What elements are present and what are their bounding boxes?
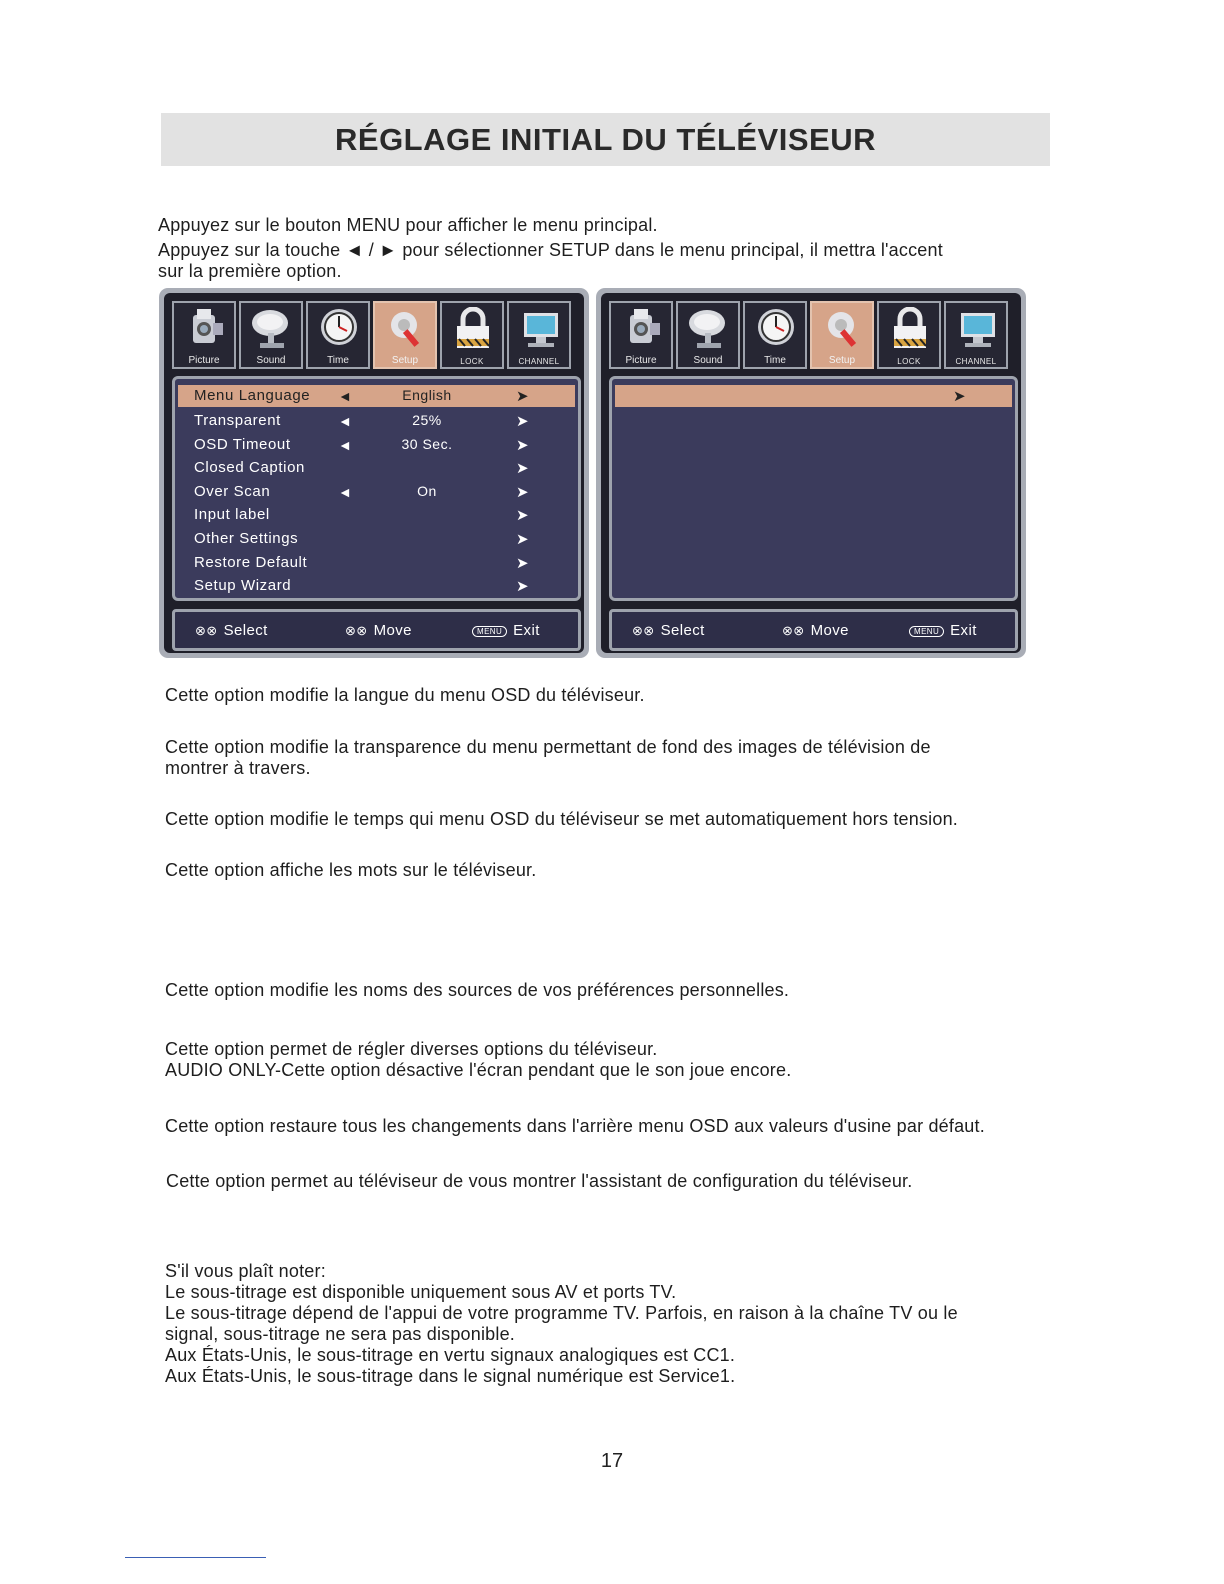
menu-tab-label: CHANNEL <box>518 357 560 366</box>
up-down-icon: ⊗⊗ <box>195 623 218 638</box>
left-arrow-icon[interactable]: ◄ <box>338 413 352 429</box>
right-arrow-icon[interactable]: ➤ <box>516 413 529 430</box>
menu-item-value: 30 Sec. <box>401 436 453 452</box>
menu-item-other-settings[interactable] <box>178 528 575 550</box>
menu-item-transparent[interactable] <box>178 410 575 432</box>
lock-icon <box>451 307 497 351</box>
right-arrow-icon[interactable]: ➤ <box>516 460 529 477</box>
menu-key-icon: MENU <box>909 626 944 637</box>
description-restore-default: Cette option restaure tous les changements dans l'arrière menu OSD aux valeurs d'usine par défaut. <box>165 1116 985 1136</box>
menu-tab-sound[interactable] <box>676 301 740 369</box>
menu-item-value: English <box>402 387 452 403</box>
menu-item-over-scan[interactable] <box>178 481 575 503</box>
tv-menu-screenshot-setup <box>159 288 589 658</box>
setup-menu-list <box>172 376 581 601</box>
menu-tab-label: LOCK <box>897 357 921 366</box>
footer-exit-label: Exit <box>950 622 977 639</box>
menu-tab-lock[interactable] <box>877 301 941 369</box>
menu-item-label: Restore Default <box>194 554 308 571</box>
right-arrow-icon[interactable]: ➤ <box>516 555 529 572</box>
description-osd-timeout: Cette option modifie le temps qui menu OSD du téléviseur se met automatiquement hors tension. <box>165 809 959 829</box>
wrench-icon <box>821 307 867 351</box>
menu-tab-label: Sound <box>256 355 286 366</box>
description-input-label: Cette option modifie les noms des sources de vos préférences personnelles. <box>165 980 790 1000</box>
footer-select-label: Select <box>660 622 705 639</box>
left-arrow-icon[interactable]: ◄ <box>338 484 352 500</box>
description-transparent: Cette option modifie la transparence du menu permettant de fond des images de télévision de montrer à travers. <box>165 737 931 778</box>
footer-exit <box>472 622 540 639</box>
menu-tab-setup[interactable] <box>373 301 437 369</box>
menu-item-label: Other Settings <box>194 530 299 547</box>
clock-icon <box>317 307 363 351</box>
intro-line-2: Appuyez sur la touche ◄ / ► pour sélectionner SETUP dans le menu principal, il mettra l'accent sur la première option. <box>158 240 943 281</box>
footer-exit <box>909 622 977 639</box>
footer-select <box>195 622 268 639</box>
footer-rule <box>125 1557 266 1558</box>
menu-tab-label: Time <box>327 355 349 366</box>
menu-key-icon: MENU <box>472 626 507 637</box>
footer-move-label: Move <box>373 622 412 639</box>
menu-item-label: OSD Timeout <box>194 436 291 453</box>
menu-item-label: Over Scan <box>194 483 271 500</box>
menu-item-input-label[interactable] <box>178 504 575 526</box>
menu-item-closed-caption[interactable] <box>178 457 575 479</box>
menu-item-menu-language[interactable] <box>178 385 575 407</box>
page-title: RÉGLAGE INITIAL DU TÉLÉVISEUR <box>335 121 876 157</box>
clock-icon <box>754 307 800 351</box>
satellite-dish-icon <box>687 307 733 351</box>
menu-footer <box>172 609 581 651</box>
menu-tab-label: LOCK <box>460 357 484 366</box>
description-other-settings: Cette option permet de régler diverses options du téléviseur. AUDIO ONLY-Cette option désactive l'écran pendant que le son joue encore. <box>165 1039 792 1080</box>
menu-item-restore-default[interactable] <box>178 552 575 574</box>
submenu-item-highlighted[interactable] <box>615 385 1012 407</box>
footer-select-label: Select <box>223 622 268 639</box>
right-arrow-icon[interactable]: ➤ <box>953 388 966 405</box>
menu-tab-channel[interactable] <box>944 301 1008 369</box>
lock-icon <box>888 307 934 351</box>
right-arrow-icon[interactable]: ➤ <box>516 578 529 595</box>
wrench-icon <box>384 307 430 351</box>
footer-exit-label: Exit <box>513 622 540 639</box>
menu-tab-lock[interactable] <box>440 301 504 369</box>
right-arrow-icon[interactable]: ➤ <box>516 507 529 524</box>
page-title-bar <box>161 113 1050 166</box>
footer-move-label: Move <box>810 622 849 639</box>
footer-select <box>632 622 705 639</box>
left-right-icon: ⊗⊗ <box>345 623 368 638</box>
description-menu-language: Cette option modifie la langue du menu OSD du téléviseur. <box>165 685 645 705</box>
menu-tab-label: CHANNEL <box>955 357 997 366</box>
menu-tab-picture[interactable] <box>172 301 236 369</box>
menu-item-label: Setup Wizard <box>194 577 292 594</box>
menu-icon-bar <box>172 301 571 371</box>
up-down-icon: ⊗⊗ <box>632 623 655 638</box>
menu-tab-time[interactable] <box>743 301 807 369</box>
menu-item-label: Menu Language <box>194 387 311 404</box>
menu-tab-label: Sound <box>693 355 723 366</box>
right-arrow-icon[interactable]: ➤ <box>516 437 529 454</box>
menu-item-label: Input label <box>194 506 270 523</box>
menu-icon-bar <box>609 301 1008 371</box>
menu-tab-time[interactable] <box>306 301 370 369</box>
right-arrow-icon[interactable]: ➤ <box>516 531 529 548</box>
menu-item-label: Closed Caption <box>194 459 305 476</box>
left-arrow-icon[interactable]: ◄ <box>338 437 352 453</box>
menu-tab-label: Setup <box>828 355 856 366</box>
footer-move <box>345 622 412 639</box>
menu-tab-label: Picture <box>188 355 220 366</box>
intro-line-1: Appuyez sur le bouton MENU pour afficher le menu principal. <box>158 215 658 235</box>
menu-item-value: 25% <box>412 412 442 428</box>
menu-item-setup-wizard[interactable] <box>178 575 575 597</box>
tv-screen <box>164 293 584 653</box>
tv-screen <box>601 293 1021 653</box>
menu-item-value: On <box>417 483 437 499</box>
description-closed-caption: Cette option affiche les mots sur le téléviseur. <box>165 860 537 880</box>
left-arrow-icon[interactable]: ◄ <box>338 388 352 404</box>
left-right-icon: ⊗⊗ <box>782 623 805 638</box>
monitor-icon <box>518 307 564 351</box>
menu-item-label: Transparent <box>194 412 281 429</box>
tv-menu-screenshot-blank <box>596 288 1026 658</box>
page-number: 17 <box>600 1450 624 1472</box>
right-arrow-icon[interactable]: ➤ <box>516 388 529 405</box>
footer-move <box>782 622 849 639</box>
menu-tab-setup[interactable] <box>810 301 874 369</box>
menu-tab-channel[interactable] <box>507 301 571 369</box>
monitor-icon <box>955 307 1001 351</box>
menu-item-osd-timeout[interactable] <box>178 434 575 456</box>
menu-tab-picture[interactable] <box>609 301 673 369</box>
satellite-dish-icon <box>250 307 296 351</box>
menu-tab-label: Setup <box>391 355 419 366</box>
menu-tab-label: Time <box>764 355 786 366</box>
submenu-list <box>609 376 1018 601</box>
note-block: S'il vous plaît noter: Le sous-titrage est disponible uniquement sous AV et ports TV. Le sous-titrage dépend de l'appui de votre programme TV. Parfois, en raison à la chaîne TV ou le signal, sous-titrage ne sera pas disponible. Aux États-Unis, le sous-titrage en vertu signaux analogiques est CC1. Aux États-Unis, le sous-titrage dans le signal numérique est Service1. <box>165 1261 958 1386</box>
camera-icon <box>183 307 229 351</box>
menu-tab-label: Picture <box>625 355 657 366</box>
description-setup-wizard: Cette option permet au téléviseur de vous montrer l'assistant de configuration du téléviseur. <box>166 1171 913 1191</box>
menu-footer <box>609 609 1018 651</box>
right-arrow-icon[interactable]: ➤ <box>516 484 529 501</box>
menu-tab-sound[interactable] <box>239 301 303 369</box>
camera-icon <box>620 307 666 351</box>
